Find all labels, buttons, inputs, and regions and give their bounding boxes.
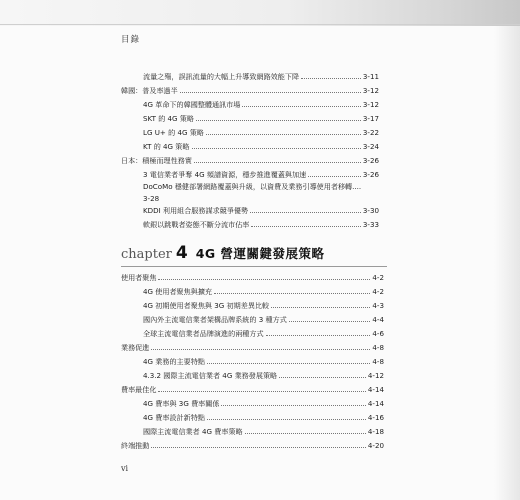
dot-leader: [158, 390, 365, 392]
toc-section-page: 3-12: [362, 86, 379, 95]
toc-entry-wrapped[interactable]: DoCoMo 穩健部署網路覆蓋與升級，以資費及業務引導使用者移轉....: [143, 182, 362, 191]
toc-entry-label: 3 電信業者爭奪 4G 頻譜資源，穩步推進覆蓋與加速: [143, 170, 307, 179]
toc-section-label: 業務促進: [121, 343, 150, 352]
toc-entry[interactable]: [143, 218, 379, 229]
toc-entry[interactable]: [143, 355, 384, 366]
dot-leader: [180, 91, 361, 93]
dot-leader: [207, 418, 366, 420]
toc-entry[interactable]: [143, 313, 384, 324]
toc-entry[interactable]: [143, 411, 384, 422]
toc-entry-page: 4-14: [367, 399, 384, 408]
toc-section-label: 終端推動: [121, 441, 150, 450]
toc-entry-page: 4-8: [372, 357, 384, 366]
page-header-title: 目錄: [121, 35, 141, 45]
toc-entry-page: 4-2: [372, 287, 384, 296]
footer-page-number: vi: [121, 464, 129, 473]
toc-section[interactable]: [121, 154, 379, 165]
toc-entry[interactable]: [143, 397, 384, 408]
toc-section[interactable]: [121, 271, 384, 282]
toc-entry[interactable]: [143, 204, 379, 215]
toc-entry-page: 3-17: [362, 114, 379, 123]
dot-leader: [158, 278, 370, 280]
toc-entry-page: 3-33: [362, 220, 379, 229]
toc-entry-label: SKT 的 4G 策略: [143, 114, 194, 123]
dot-leader: [194, 161, 361, 163]
toc-entry[interactable]: [143, 299, 384, 310]
toc-entry-label: 4G 費率與 3G 費率關係: [143, 399, 220, 408]
top-band-rule: [0, 24, 520, 25]
dot-leader: [206, 133, 361, 135]
dot-leader: [266, 334, 371, 336]
toc-section[interactable]: [121, 341, 384, 352]
toc-entry[interactable]: [143, 98, 379, 109]
toc-entry-label: KT 的 4G 策略: [143, 142, 190, 151]
toc-entry-label: 國內外主流電信業者架構品牌系統的 3 種方式: [143, 315, 287, 324]
toc-entry-label: LG U+ 的 4G 策略: [143, 128, 204, 137]
toc-entry-page: 3-22: [362, 128, 379, 137]
toc-entry-page: 3-30: [362, 206, 379, 215]
dot-leader: [271, 306, 370, 308]
toc-entry-label: 4G 費率設計新特點: [143, 413, 205, 422]
toc-section-label: 使用者聚焦: [121, 273, 157, 282]
dot-leader: [250, 211, 361, 213]
toc-entry[interactable]: [143, 327, 384, 338]
toc-entry[interactable]: [143, 168, 379, 179]
dot-leader: [196, 119, 361, 121]
toc-entry-label: 軟銀以跳戰者姿態不斷分流市佔率: [143, 220, 250, 229]
toc-entry-page: 4-12: [367, 371, 384, 380]
toc-section-page: 3-26: [362, 156, 379, 165]
toc-entry-wrapped-page: 3-28: [143, 194, 160, 203]
chapter-rule: [121, 266, 387, 267]
dot-leader: [245, 432, 366, 434]
dot-leader: [151, 446, 366, 448]
dot-leader: [221, 404, 365, 406]
toc-section-label: 費率最佳化: [121, 385, 157, 394]
toc-section[interactable]: [121, 383, 384, 394]
toc-entry-page: 4-3: [372, 301, 384, 310]
toc-entry-label: 4.3.2 國際主流電信業者 4G 業務發展策略: [143, 371, 278, 380]
top-band: [0, 0, 520, 26]
toc-section-label: 日本：積極而理性務實: [121, 156, 192, 165]
toc-section-page: 4-8: [372, 343, 384, 352]
toc-entry[interactable]: [143, 70, 379, 81]
chapter-title: 4G 營運關鍵發展策略: [195, 246, 325, 261]
toc-entry[interactable]: [143, 425, 384, 436]
toc-section-label: 韓國：普及率過半: [121, 86, 178, 95]
page-edge-shadow: [494, 26, 520, 500]
toc-entry-page: 3-12: [362, 100, 379, 109]
chapter-word: chapter: [121, 247, 172, 262]
toc-entry-label: KDDI 利用組合服務謀求競爭優勢: [143, 206, 249, 215]
dot-leader: [308, 175, 361, 177]
dot-leader: [289, 320, 371, 322]
toc-entry-page: 4-16: [367, 413, 384, 422]
toc-entry[interactable]: [143, 369, 384, 380]
dot-leader: [214, 292, 370, 294]
toc-entry-label: 流量之殤，誤訊流量的大幅上升導致網路效能下降: [143, 72, 300, 81]
toc-section-page: 4-20: [367, 441, 384, 450]
toc-entry-page: 3-24: [362, 142, 379, 151]
dot-leader: [242, 105, 361, 107]
toc-entry[interactable]: [143, 112, 379, 123]
toc-entry-label: 4G 使用者聚焦與擴充: [143, 287, 213, 296]
dot-leader: [279, 376, 366, 378]
toc-entry-label: 全球主流電信業者品牌演進的兩種方式: [143, 329, 264, 338]
toc-entry[interactable]: [143, 285, 384, 296]
toc-entry-page: 3-11: [362, 72, 379, 81]
toc-section[interactable]: [121, 439, 384, 450]
toc-entry[interactable]: [143, 126, 379, 137]
toc-entry-page: 3-26: [362, 170, 379, 179]
chapter-number: 4: [175, 243, 188, 263]
dot-leader: [151, 348, 370, 350]
dot-leader: [207, 362, 370, 364]
dot-leader: [192, 147, 361, 149]
toc-entry-label: 4G 初期使用者聚焦與 3G 初期差異比較: [143, 301, 270, 310]
toc-section-page: 4-2: [372, 273, 384, 282]
toc-entry-label: 4G 業務的主要特點: [143, 357, 205, 366]
toc-entry-label: 國際主流電信業者 4G 費率策略: [143, 427, 243, 436]
dot-leader: [301, 77, 361, 79]
toc-section-page: 4-14: [367, 385, 384, 394]
toc-entry-page: 4-18: [367, 427, 384, 436]
toc-entry-page: 4-4: [372, 315, 384, 324]
toc-entry-page: 4-6: [372, 329, 384, 338]
chapter-heading[interactable]: [121, 243, 325, 265]
toc-section[interactable]: [121, 84, 379, 95]
dot-leader: [251, 225, 360, 227]
toc-entry-label: 4G 革命下的韓國整體通訊市場: [143, 100, 241, 109]
toc-entry[interactable]: [143, 140, 379, 151]
